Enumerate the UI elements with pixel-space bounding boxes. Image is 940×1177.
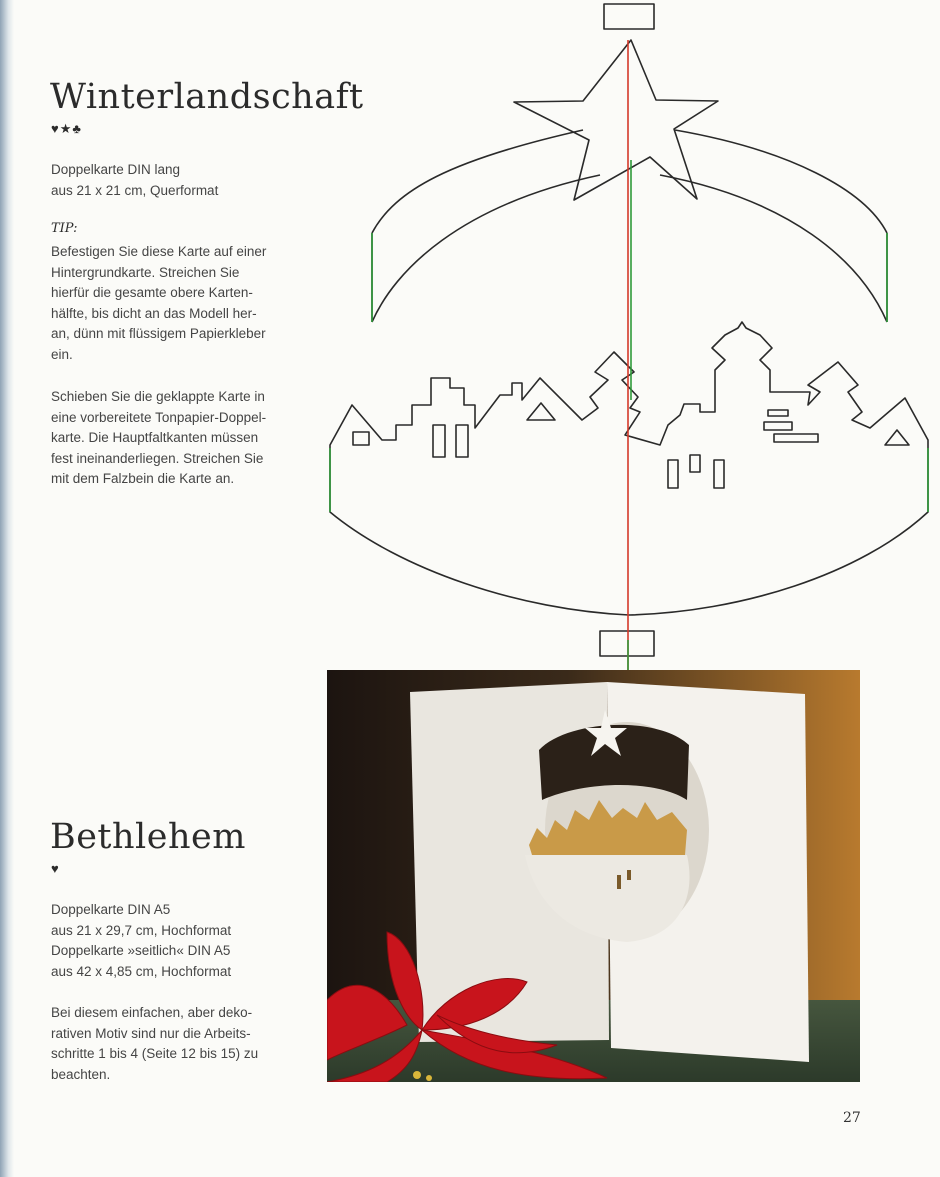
format-line: aus 21 x 21 cm, Querformat	[51, 182, 219, 198]
instruction-line: Schieben Sie die geklappte Karte in	[51, 389, 265, 404]
village-skyline	[330, 322, 928, 448]
bowl-arc	[330, 448, 928, 615]
difficulty-symbols-2: ♥	[51, 861, 60, 876]
instruction-line: karte. Die Hauptfaltkanten müssen	[51, 430, 259, 445]
tip-line: ein.	[51, 346, 73, 362]
format-line: aus 21 x 29,7 cm, Hochformat	[51, 922, 232, 938]
section-title-bethlehem: Bethlehem	[50, 817, 246, 857]
tip-line: Befestigen Sie diese Karte auf einer	[51, 244, 267, 259]
tip-line: an, dünn mit flüssigem Papierkleber	[51, 326, 266, 341]
star-outline	[514, 40, 718, 200]
section-title-winterlandschaft: Winterlandschaft	[50, 77, 364, 117]
instruction-line: mit dem Falzbein die Karte an.	[51, 471, 235, 486]
top-tab	[604, 4, 654, 29]
instruction-line: fest ineinanderliegen. Streichen Sie	[51, 450, 264, 466]
note-line: schritte 1 bis 4 (Seite 12 bis 15) zu	[51, 1046, 259, 1061]
tip-line: hierfür die gesamte obere Karten-	[51, 285, 253, 300]
format-text-2	[51, 900, 231, 982]
note-line: Bei diesem einfachen, aber deko-	[51, 1005, 253, 1020]
note-line: beachten.	[51, 1066, 111, 1082]
crescent-arc	[372, 130, 887, 322]
difficulty-symbols: ♥★♣	[51, 121, 82, 136]
bethlehem-card-photo	[327, 670, 860, 1082]
format-line: aus 42 x 4,85 cm, Hochformat	[51, 963, 232, 979]
note-text	[51, 1003, 258, 1085]
tip-label: TIP:	[51, 221, 78, 236]
bottom-tab	[600, 631, 654, 656]
format-line: Doppelkarte »seitlich« DIN A5	[51, 943, 231, 958]
format-line: Doppelkarte DIN lang	[51, 162, 181, 177]
instruction-line: eine vorbereitete Tonpapier-Doppel-	[51, 409, 267, 425]
page-number: 27	[843, 1110, 861, 1126]
format-line: Doppelkarte DIN A5	[51, 902, 171, 917]
tip-line: Hintergrundkarte. Streichen Sie	[51, 264, 240, 280]
note-line: rativen Motiv sind nur die Arbeits-	[51, 1025, 251, 1041]
tip-line: hälfte, bis dicht an das Modell her-	[51, 305, 257, 321]
